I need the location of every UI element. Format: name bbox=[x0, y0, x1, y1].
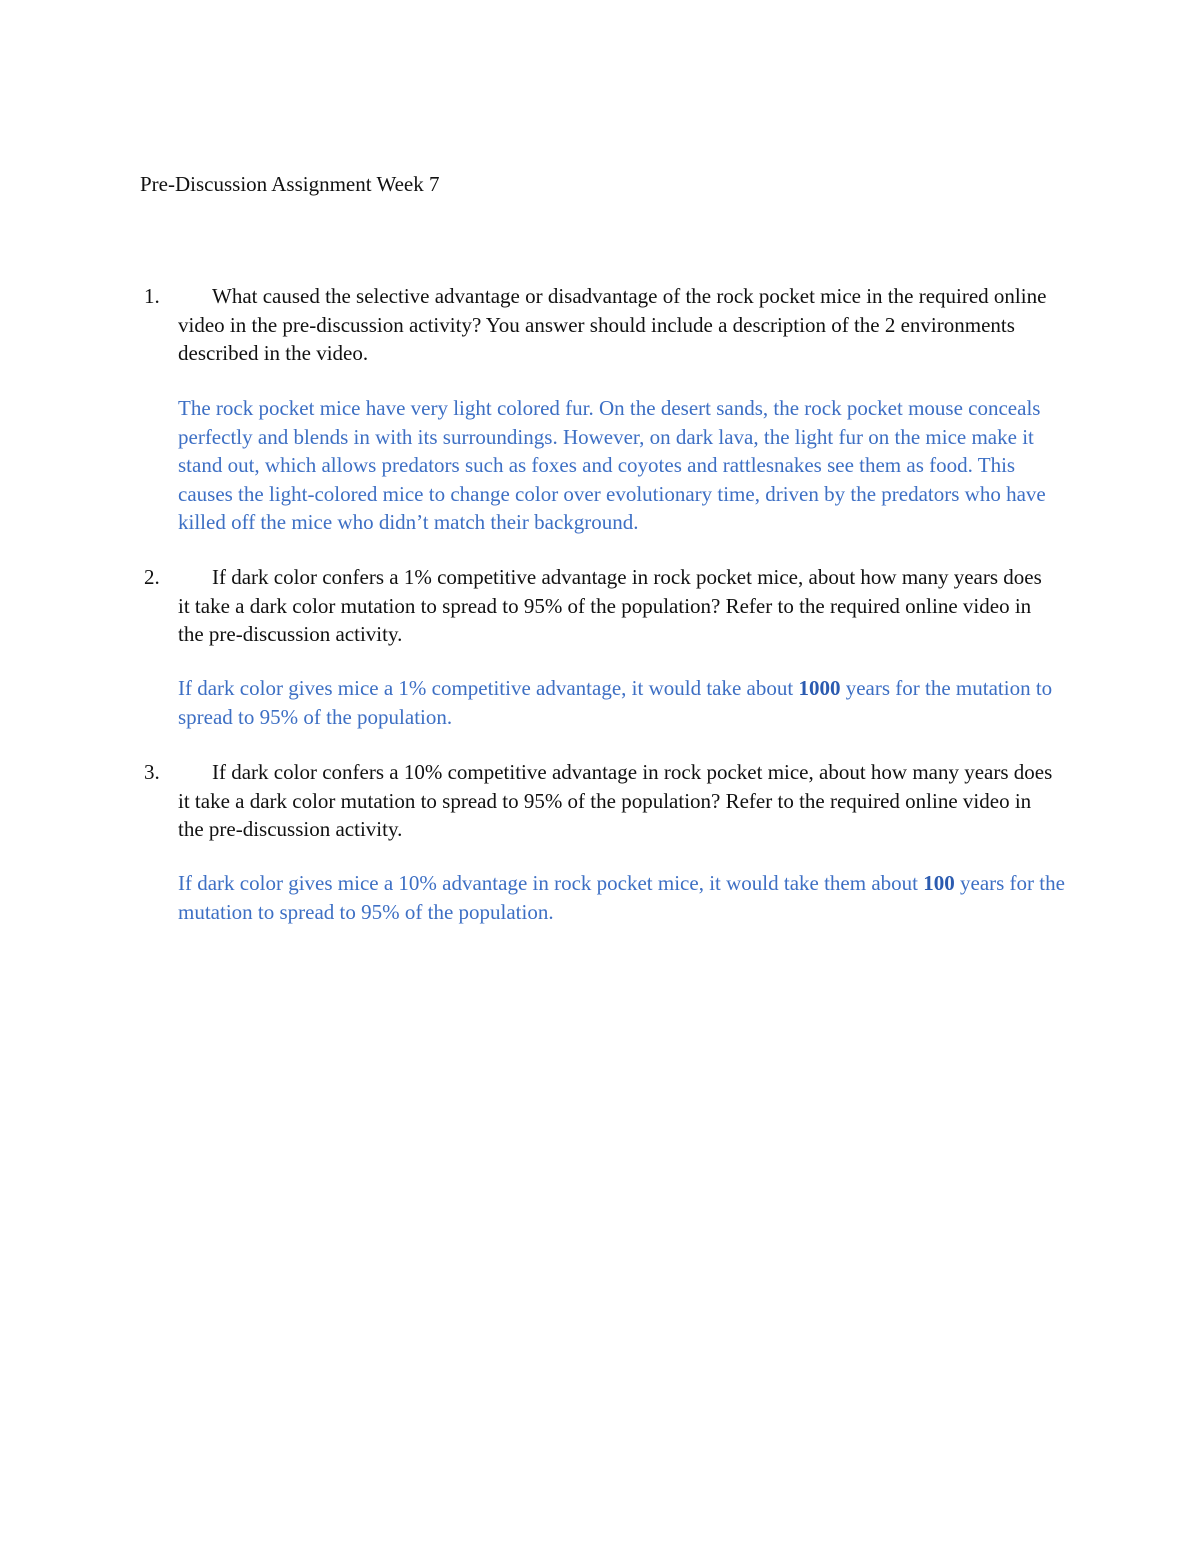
answer-highlight-value: 100 bbox=[923, 871, 955, 895]
question-text: What caused the selective advantage or disadvantage of the rock pocket mice in the required online video in the pre-discussion activity? You answer should include a description of the 2 environments described in the video. bbox=[178, 284, 1047, 365]
question-number: 2. bbox=[144, 565, 160, 589]
answer-text-part: If dark color gives mice a 10% advantage in rock pocket mice, it would take them about bbox=[178, 871, 924, 895]
answer-text bbox=[178, 869, 1068, 926]
answer-text-part: years for the mutation to spread to 95% of the population. bbox=[178, 676, 1053, 729]
answer-highlight-value: 1000 bbox=[798, 676, 841, 700]
answer-text-part: years for the mutation to spread to 95% of the population. bbox=[178, 871, 1065, 924]
question-number: 3. bbox=[144, 760, 160, 784]
question-number: 1. bbox=[144, 284, 160, 308]
question-text: If dark color confers a 10% competitive advantage in rock pocket mice, about how many years does it take a dark color mutation to spread to 95% of the population? Refer to the required online video in the pre-discussion activity. bbox=[178, 760, 1053, 841]
answer-text bbox=[178, 674, 1068, 731]
answer-text bbox=[178, 394, 1068, 537]
question-text: If dark color confers a 1% competitive advantage in rock pocket mice, about how many years does it take a dark color mutation to spread to 95% of the population? Refer to the required online video in the pre-discussion activity. bbox=[178, 565, 1042, 646]
answer-text-part: If dark color gives mice a 1% competitive advantage, it would take about bbox=[178, 676, 799, 700]
document-title: Pre-Discussion Assignment Week 7 bbox=[140, 172, 440, 196]
answer-text-part: The rock pocket mice have very light colored fur. On the desert sands, the rock pocket mouse conceals perfectly and blends in with its surroundings. However, on dark lava, the light fur on the mice make it stand out, which allows predators such as foxes and coyotes and rattlesnakes see them as food. This causes the light-colored mice to change color over evolutionary time, driven by the predators who have killed off the mice who didn’t match their background. bbox=[178, 396, 1046, 534]
